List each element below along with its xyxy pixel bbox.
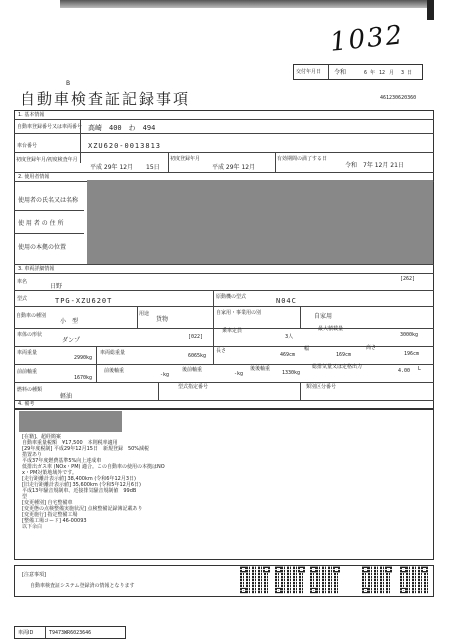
model-value: TPG-XZU620T bbox=[55, 297, 113, 305]
user-name-label: 使用者の氏名又は名称 bbox=[18, 197, 79, 204]
kind-value: 小 型 bbox=[60, 318, 79, 325]
form-letter: B bbox=[66, 80, 71, 87]
rf-axle-value: -kg bbox=[234, 371, 244, 377]
chassis-label: 車台番号 bbox=[17, 143, 38, 149]
vehicle-id-box bbox=[14, 626, 126, 639]
fr-axle-label: 前後軸重 bbox=[104, 368, 125, 374]
cert-label: 型式指定番号 bbox=[178, 384, 209, 390]
issue-date-era: 令和 bbox=[334, 69, 347, 76]
document-number: 461230620360 bbox=[380, 95, 417, 101]
remark-line: 平成13年騒音規制車、近接排気騒音規制値 99dB bbox=[22, 488, 137, 494]
remarks-list bbox=[22, 434, 165, 530]
remark-line: [旧走行距離計表示値] 35,600km (令和5年12月6日) bbox=[22, 482, 141, 488]
expiry-value: 令和 7年 12月 21日 bbox=[345, 162, 404, 169]
shape-label: 車体の形状 bbox=[17, 332, 43, 338]
kind-label: 自動車の種別 bbox=[16, 313, 47, 319]
reg-label: 自動車登録番号又は車両番号 bbox=[17, 124, 83, 130]
remark-line: [変更施行] 指定整備工場 bbox=[22, 512, 78, 518]
vehicle-id-label: 車両ID bbox=[18, 630, 34, 636]
first-reg-day: 15日 bbox=[146, 164, 160, 171]
displacement-label: 総排気量又は定格出力 bbox=[312, 364, 363, 370]
max-load-value: 3000kg bbox=[400, 332, 419, 338]
remark-line: [走行距離計表示値] 38,400km (令和6年12月3日) bbox=[22, 476, 136, 482]
issue-date-month: 12 bbox=[379, 70, 386, 76]
notice-heading: [注意事項] bbox=[22, 572, 46, 578]
model-label: 型式 bbox=[17, 296, 28, 302]
gross-label: 車両総重量 bbox=[100, 350, 126, 356]
use-label: 用途 bbox=[139, 311, 150, 317]
first-reg-value: 平成 29年 12月 bbox=[90, 164, 134, 171]
section2-heading: 2. 使用者情報 bbox=[18, 174, 50, 180]
redacted-remark bbox=[19, 411, 122, 432]
purpose-label: 自家用・事業用の別 bbox=[216, 310, 262, 316]
shape-value: ダンプ bbox=[62, 337, 81, 344]
owner-date-label: 初度登録年月 bbox=[170, 156, 201, 162]
remark-line: [整備工場コード] 46-00093 bbox=[22, 518, 87, 524]
redacted-user-info bbox=[87, 180, 433, 264]
code-022: [022] bbox=[188, 334, 204, 340]
scan-corner-mark bbox=[427, 0, 434, 20]
ff-axle-label: 前前軸重 bbox=[17, 369, 38, 375]
height-label: 高さ bbox=[366, 345, 377, 351]
fr-axle-value: -kg bbox=[160, 372, 170, 378]
gross-value: 6065kg bbox=[188, 353, 207, 359]
qr-code-3 bbox=[310, 566, 340, 594]
weight-label: 車両重量 bbox=[17, 350, 38, 356]
vehicle-id-value: T9473WR6023646 bbox=[49, 630, 92, 636]
qr-code-4 bbox=[362, 566, 392, 594]
remark-line: 型 bbox=[22, 494, 28, 500]
displacement-value: 4.00 bbox=[398, 368, 411, 374]
width-value: 169cm bbox=[336, 352, 352, 358]
remark-line: [在籍]、超経簡案 bbox=[22, 434, 61, 440]
length-value: 469cm bbox=[280, 352, 296, 358]
displacement-unit: L bbox=[418, 366, 421, 372]
qr-code-2 bbox=[275, 566, 305, 594]
engine-value: N04C bbox=[276, 297, 297, 305]
issue-date-day: 3 bbox=[401, 70, 405, 76]
remark-line: [変更種別] 自宅整備車 bbox=[22, 500, 73, 506]
capacity-label: 乗車定員 bbox=[222, 328, 243, 334]
fuel-label: 燃料の種類 bbox=[17, 387, 43, 393]
length-label: 長さ bbox=[216, 348, 227, 354]
section3-heading: 3. 車両詳細情報 bbox=[18, 266, 55, 272]
class-label: 類別区分番号 bbox=[306, 384, 337, 390]
max-load-label: 最大積載量 bbox=[318, 326, 344, 332]
issue-date-year: 6 bbox=[364, 70, 368, 76]
remark-line: x・PM対策地域外です。 bbox=[22, 470, 77, 476]
rr-axle-value: 1330kg bbox=[282, 370, 301, 376]
remark-line: 以下余白 bbox=[22, 524, 43, 530]
make-label: 車名 bbox=[17, 279, 28, 285]
remark-line: 低排出ガス車 (NOx・PM) 適合。この自動車の使用の本拠はNO bbox=[22, 464, 165, 470]
section4-heading: 4. 備考 bbox=[18, 401, 35, 407]
use-value: 貨物 bbox=[156, 316, 169, 323]
scan-top-edge bbox=[60, 0, 430, 8]
weight-value: 2990kg bbox=[74, 355, 93, 361]
fuel-value: 軽油 bbox=[60, 393, 73, 400]
rf-axle-label: 後前軸重 bbox=[182, 367, 203, 373]
owner-date-value: 平成 29年 12月 bbox=[212, 164, 256, 171]
issue-date-label: 交付年月日 bbox=[296, 69, 322, 75]
code-262: [262] bbox=[400, 276, 416, 282]
user-address-label: 使 用 者 の 住 所 bbox=[18, 220, 64, 227]
ff-axle-value: 1670kg bbox=[74, 375, 93, 381]
issue-date-box: 交付年月日 令和 6 年 12 月 3 日 bbox=[293, 64, 423, 80]
expiry-label: 有効期間の満了する日 bbox=[277, 156, 328, 162]
remark-line: 自動車重量税額 ¥17,500 本則税率適用 bbox=[22, 440, 118, 446]
handwritten-number: 1032 bbox=[328, 20, 406, 58]
section1-heading: 1. 基本情報 bbox=[18, 112, 45, 118]
width-label: 幅 bbox=[304, 346, 310, 352]
make-value: 日野 bbox=[50, 283, 63, 290]
remark-line: [変更態の点検整備実施状況] 点検整備記録簿記載あり bbox=[22, 506, 143, 512]
first-reg-label: 初度登録年月/初度検査年月 bbox=[16, 157, 78, 163]
base-location-label: 使用の本拠の位置 bbox=[18, 244, 67, 251]
qr-code-1 bbox=[240, 566, 270, 594]
remark-line: 平成37年度燃費基準5%向上達成車 bbox=[22, 458, 102, 464]
height-value: 196cm bbox=[404, 351, 420, 357]
capacity-value: 3人 bbox=[285, 334, 294, 340]
notice-text: 自動車検査証システム登録済の情報となります bbox=[30, 583, 135, 589]
rr-axle-label: 後後軸重 bbox=[250, 366, 271, 372]
purpose-value: 自家用 bbox=[314, 313, 333, 320]
remark-line: [29年度税制] 平成29年12月15日 新規登録 50%減税 bbox=[22, 446, 150, 452]
remark-line: 措置あり bbox=[22, 452, 43, 458]
document-title: 自動車検査証記録事項 bbox=[20, 90, 191, 108]
chassis-value: XZU620-0013813 bbox=[88, 142, 162, 150]
engine-label: 原動機の型式 bbox=[216, 294, 247, 300]
qr-code-5 bbox=[400, 566, 428, 594]
reg-value: 高崎 400 わ 494 bbox=[88, 124, 156, 132]
